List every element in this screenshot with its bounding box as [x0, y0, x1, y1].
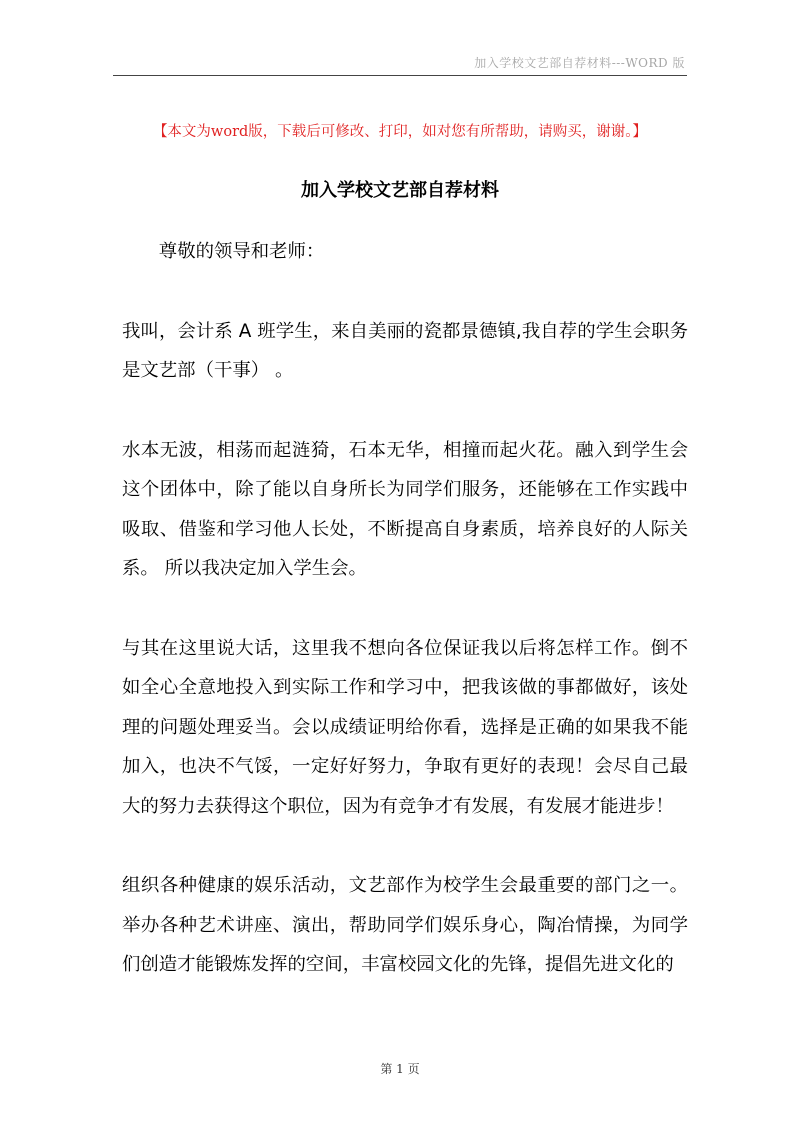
greeting: 尊敬的领导和老师：: [158, 241, 325, 262]
page-number: 第 1 页: [380, 1062, 420, 1076]
download-notice: 【本文为word版，下载后可修改、打印，如对您有所帮助，请购买，谢谢。】: [152, 124, 648, 140]
paragraph-department-role: 组织各种健康的娱乐活动，文艺部作为校学生会最重要的部门之一。举办各种艺术讲座、演出，帮助同学们娱乐身心，陶冶情操，为同学们创造才能锻炼发挥的空间，丰富校园文化的先锋，提倡先进文化的: [122, 875, 688, 975]
paragraph-introduction: 我叫，会计系 A 班学生，来自美丽的瓷都景德镇,我自荐的学生会职务是文艺部（干事） 。: [122, 320, 688, 381]
document-title: 加入学校文艺部自荐材料: [301, 180, 499, 201]
paragraph-commitment: 与其在这里说大话，这里我不想向各位保证我以后将怎样工作。倒不如全心全意地投入到实际工作和学习中，把我该做的事都做好，该处理的问题处理妥当。会以成绩证明给你看，选择是正确的如果我不能加入，也决不气馁，一定好好努力，争取有更好的表现！会尽自己最大的努力去获得这个职位，因为有竞争才有发展，有发展才能进步！: [122, 637, 688, 817]
header-divider: [113, 75, 687, 76]
paragraph-motivation: 水本无波，相荡而起涟猗，石本无华，相撞而起火花。融入到学生会这个团体中，除了能以自身所长为同学们服务，还能够在工作实践中吸取、借鉴和学习他人长处，不断提高自身素质，培养良好的人际关系。 所以我决定加入学生会。: [122, 439, 688, 579]
document-body: [122, 232, 688, 1025]
header-title: 加入学校文艺部自荐材料---WORD 版: [474, 56, 685, 70]
